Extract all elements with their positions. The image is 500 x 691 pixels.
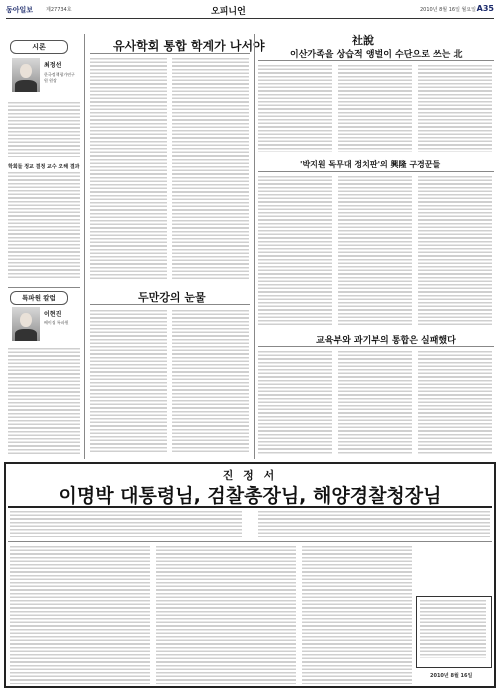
special-article-col-2 [172, 310, 249, 454]
petition-intro-right [258, 511, 490, 537]
editorial-2-col-1 [258, 176, 332, 326]
special-column-tag-box [10, 291, 68, 305]
editorial-rule-2 [258, 171, 494, 172]
petition-body-col-2 [156, 546, 296, 684]
special-column-headline: 두만강의 눈물 [138, 291, 206, 304]
section-title: 오피니언 [211, 7, 246, 17]
column-body-text [8, 102, 80, 157]
petition-body-col-1 [10, 546, 150, 684]
editorial-1-col-2 [338, 65, 412, 152]
editorial-rule-3 [258, 346, 494, 347]
main-article-col-2 [172, 58, 249, 280]
special-headline-rule [90, 304, 250, 305]
correspondent-photo [12, 307, 40, 341]
correspondent-title: 베이징 특파원 [44, 320, 69, 325]
author-title: 한국정책평가연구원 원장 [44, 72, 75, 83]
special-column-tag: 특파원 칼럼 [22, 294, 56, 302]
column-subhead: 학회들 정교 결정 교수 오해 결과 [8, 164, 80, 170]
petition-header: 진 정 서 [222, 469, 278, 482]
editorial-1-col-3 [418, 65, 492, 152]
petition-title: 이명박 대통령님, 검찰총장님, 해양경찰청장님 [58, 485, 442, 507]
petition-rule-2 [8, 541, 492, 542]
editorial-headline-3: 교육부와 과기부의 통합은 실패했다 [316, 336, 456, 346]
column-divider-2 [254, 34, 255, 459]
editorial-headline-2: '박지원 독무대 정치판'의 興隆 구경꾼들 [300, 160, 441, 169]
column-tag-box [10, 40, 68, 54]
correspondent-body-text [8, 348, 80, 454]
editorial-3-col-3 [418, 351, 492, 454]
column-body-text-2 [8, 172, 80, 280]
editorial-rule-1 [258, 60, 494, 61]
main-article-col-1 [90, 58, 167, 280]
main-headline: 유사학회 통합 학계가 나서야 [113, 39, 265, 53]
divider [8, 287, 80, 288]
editorial-3-col-1 [258, 351, 332, 454]
petition-body-col-3 [302, 546, 412, 684]
petition-notice-text [420, 600, 486, 658]
petition-intro-left [10, 511, 242, 537]
editorial-1-col-1 [258, 65, 332, 152]
editorial-2-col-3 [418, 176, 492, 326]
editorial-tag: 社說 [352, 34, 374, 47]
masthead [6, 4, 494, 19]
publication-date: 2010년 8월 16일 월요일 [419, 7, 476, 13]
author-name: 최정선 [44, 62, 62, 69]
special-article-col-1 [90, 310, 167, 454]
page-number: A35 [476, 4, 494, 13]
petition-date: 2010년 8월 16일 [430, 673, 473, 679]
petition-rule [8, 506, 492, 508]
petition-notice-box [416, 596, 492, 668]
author-photo [12, 58, 40, 92]
headline-rule [90, 53, 250, 54]
newspaper-logo: 동아일보 [6, 6, 34, 14]
editorial-headline-1: 이산가족을 상습적 앵벌이 수단으로 쓰는 北 [290, 50, 463, 60]
column-tag: 시론 [32, 43, 46, 51]
issue-number: 제27734호 [46, 7, 72, 13]
correspondent-name: 이현진 [44, 311, 62, 318]
editorial-3-col-2 [338, 351, 412, 454]
editorial-2-col-2 [338, 176, 412, 326]
column-divider [84, 34, 85, 459]
